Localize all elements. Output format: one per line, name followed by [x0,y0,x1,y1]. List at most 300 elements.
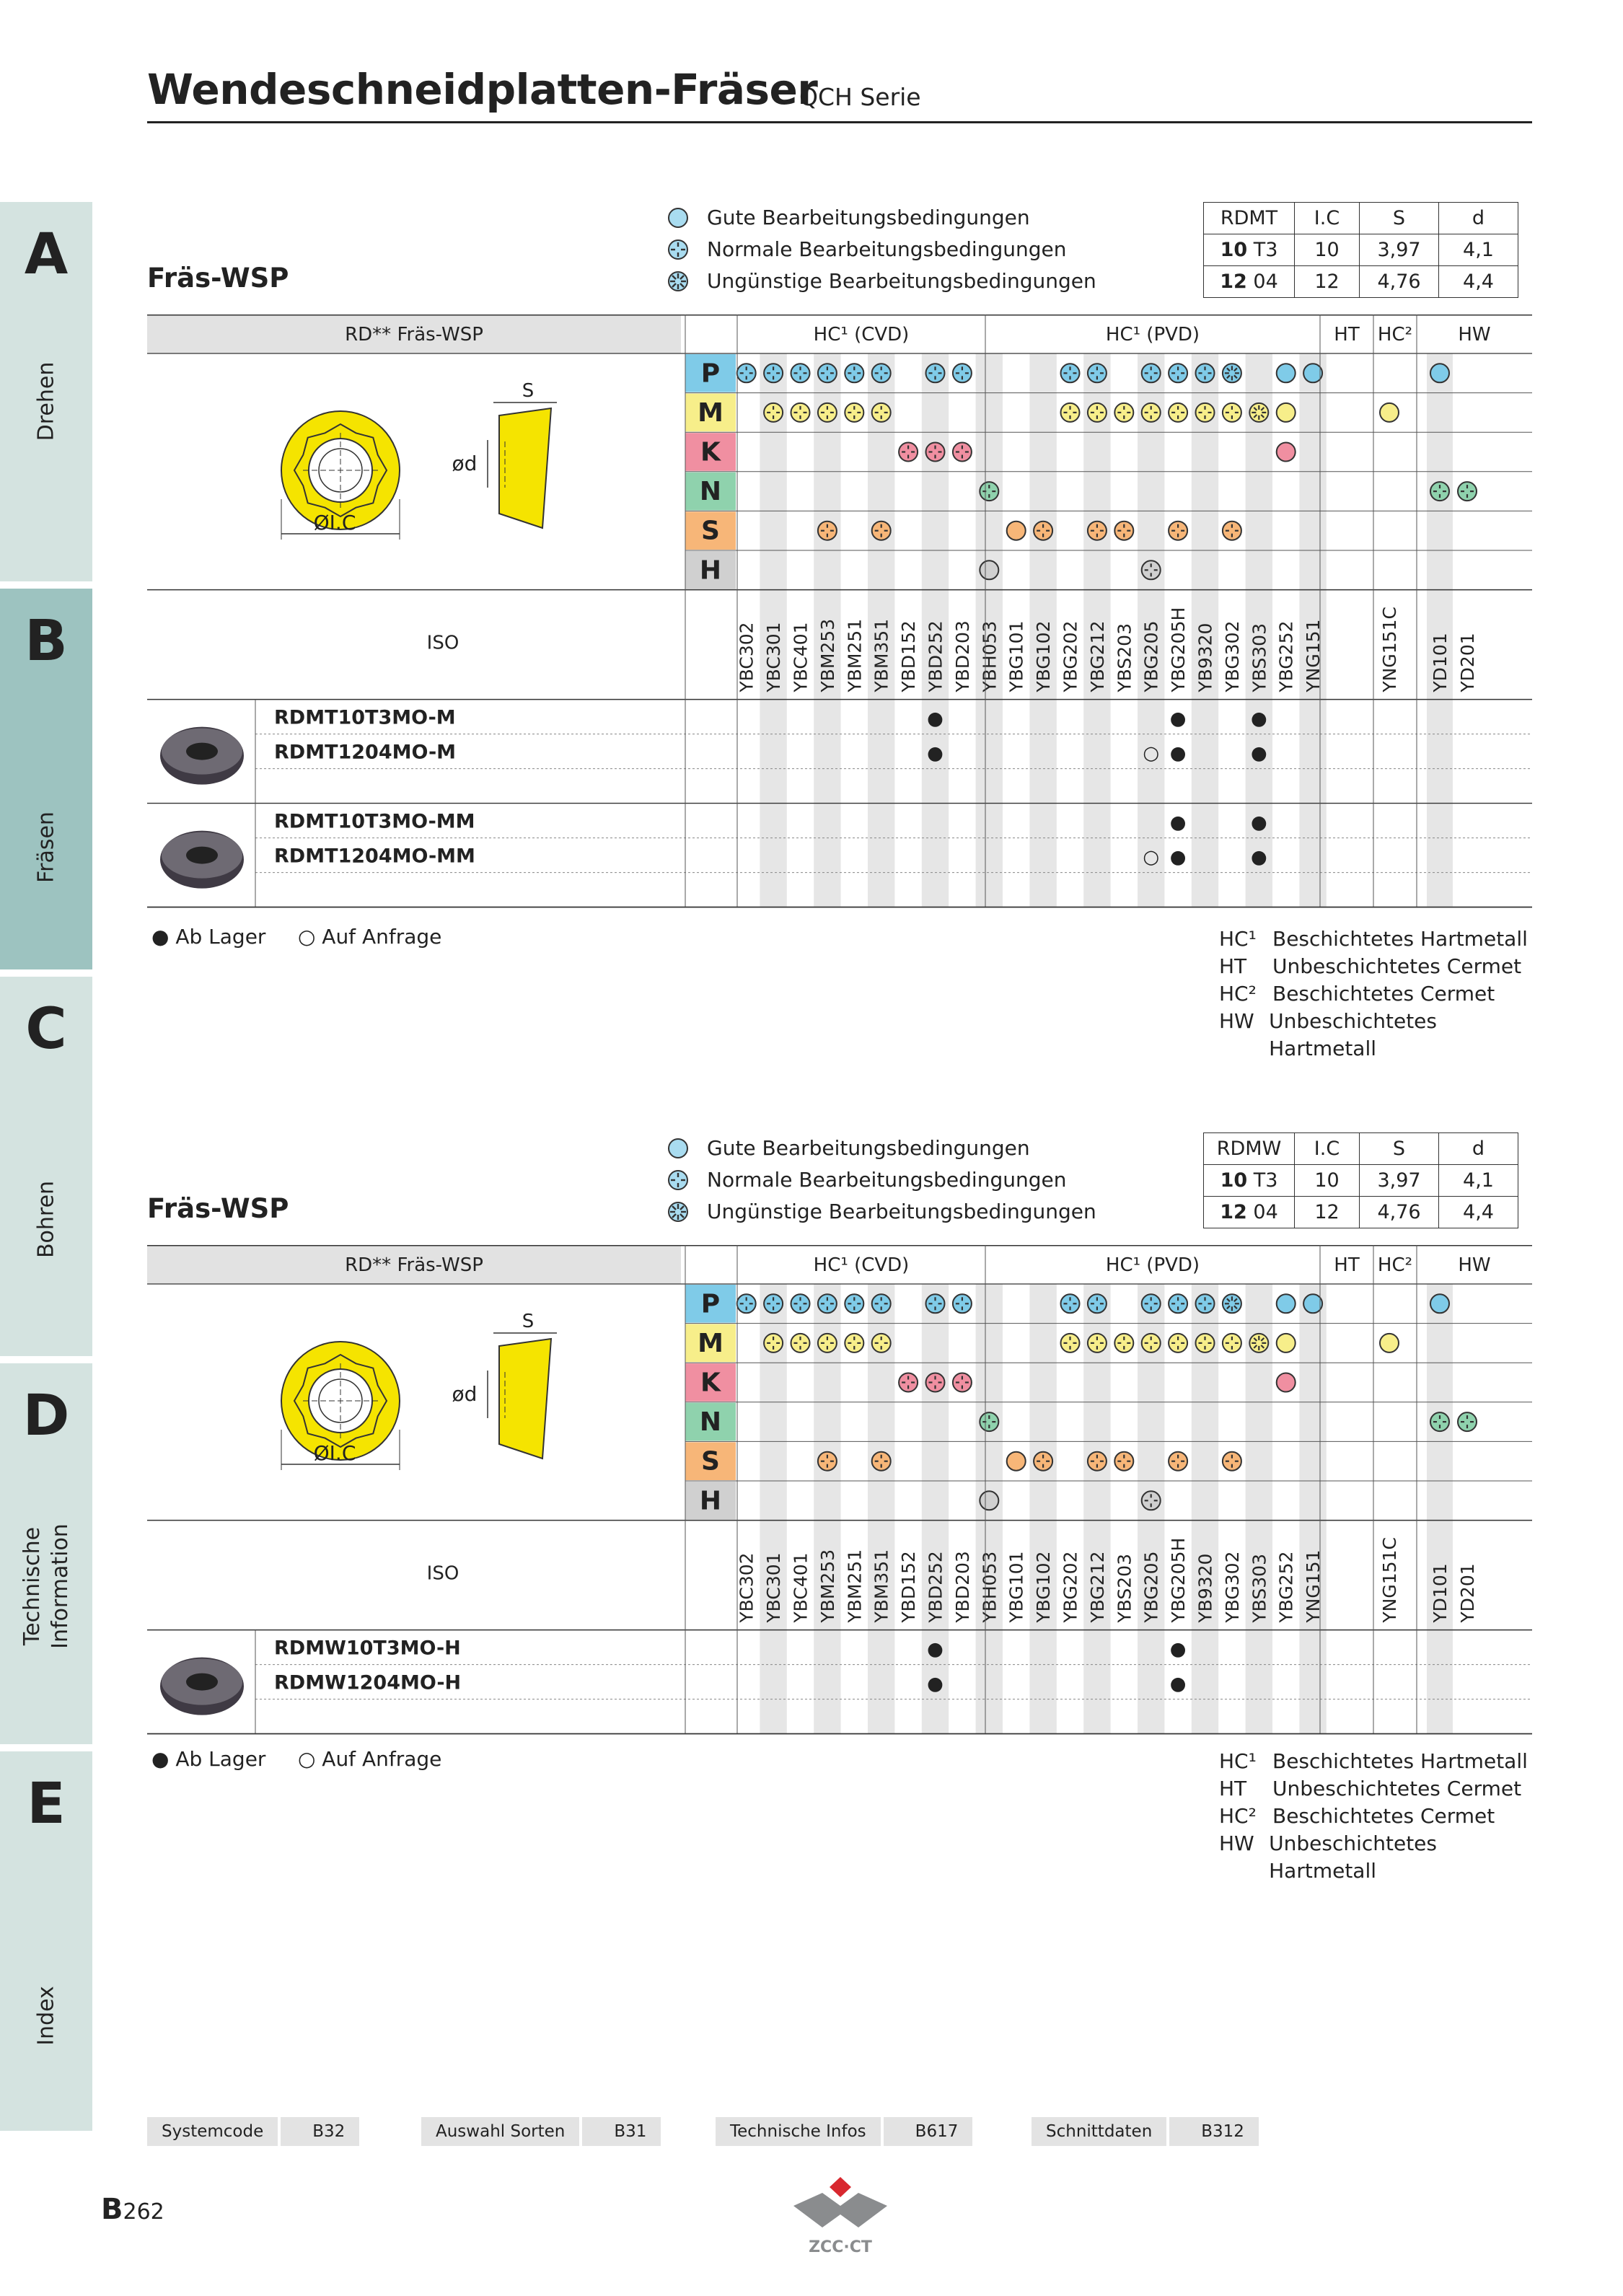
tab-letter: A [24,222,69,287]
icon-circle [1277,364,1296,382]
legend-unfavorable: Ungünstige Bearbeitungsbedingungen [707,269,1096,293]
icon-circle [1088,364,1107,382]
icon-circle [818,403,837,422]
grade-label-ybc302: YBC302 [736,622,757,692]
icon-circle [818,1294,837,1313]
abbreviation-legend [1219,1748,1532,1885]
icon-circle [1169,403,1187,422]
normal-condition-icon [1088,403,1107,422]
dim-d: 4,4 [1439,266,1518,298]
legend-normal: Normale Bearbeitungsbedingungen [707,1168,1067,1192]
abbr: HC¹ [1219,1749,1257,1773]
icon-circle [926,443,945,462]
icon-circle [872,1452,891,1471]
icon-circle [1277,1373,1296,1392]
group-header: HC² [1377,1254,1413,1276]
good-condition-icon [1303,364,1322,382]
product-code: RDMW10T3MO-H [274,1637,461,1660]
icon-circle [1380,1334,1399,1352]
icon-circle [926,364,945,382]
icon-circle [1196,403,1215,422]
dim-s: 4,76 [1360,1197,1439,1228]
good-condition-icon [980,560,998,579]
normal-condition-icon [1196,1294,1215,1313]
icon-circle [872,522,891,540]
grade-label-ybg252: YBG252 [1275,1551,1297,1623]
grade-label-ybm351: YBM351 [871,1549,892,1623]
good-condition-icon [1277,1294,1296,1313]
normal-condition-icon [791,1294,810,1313]
good-condition-icon [1277,364,1296,382]
column-stripe [1299,1284,1326,1734]
grade-label-ybc401: YBC401 [790,1552,812,1623]
normal-condition-icon [1088,1452,1107,1471]
icon-circle [764,1334,783,1352]
dim-s: 3,97 [1360,234,1439,266]
zcc-ct-logo [779,2171,902,2258]
unfavorable-condition-icon [667,1200,690,1223]
icon-circle [791,403,810,422]
icon-circle [1277,1294,1296,1313]
icon-circle [1430,482,1449,501]
normal-condition-icon [872,1334,891,1352]
icon-circle [818,1334,837,1352]
normal-condition-icon [791,364,810,382]
normal-condition-icon [1061,1294,1080,1313]
material-letter: S [701,1446,720,1477]
icon-circle [872,403,891,422]
insert-photo [160,1658,244,1715]
ic-label: ØI.C [313,1441,356,1465]
icon-circle [818,1452,837,1471]
icon-circle [1277,403,1296,422]
tab-label: Fräsen [33,811,59,883]
legend-in-stock: ● Ab Lager [151,1747,266,1771]
section-rdmw [147,1132,1532,1883]
good-condition-icon [980,1491,998,1510]
availability-mark: ● [1169,1638,1187,1661]
icon-circle [872,1294,891,1313]
tab-technische-information[interactable] [0,1363,92,1744]
abbr-text: Beschichtetes Hartmetall [1272,1749,1528,1773]
normal-condition-icon [1223,1452,1241,1471]
insert-type-label: RD** Fräs-WSP [345,1254,483,1276]
icon-circle [1142,1491,1161,1510]
icon-circle [1114,1334,1133,1352]
insert-side-view [499,1339,551,1459]
good-condition-icon [1380,1334,1399,1352]
unfavorable-condition-icon [1223,1294,1241,1313]
grade-label-ybs203: YBS203 [1114,623,1135,692]
grade-label-ybg101: YBG101 [1006,1551,1027,1623]
dim-s: 4,76 [1360,266,1439,298]
insert-side-view [499,408,551,528]
dim-d: 4,4 [1439,1197,1518,1228]
normal-condition-icon [980,1412,998,1431]
nav-label: Auswahl Sorten [421,2117,579,2146]
good-condition-icon [1007,1452,1026,1471]
tab-label: Bohren [33,1180,59,1259]
normal-condition-icon [926,1373,945,1392]
grade-label-ybg212: YBG212 [1086,1551,1108,1623]
grade-label-ybd203: YBD203 [951,1551,973,1623]
material-letter: H [699,555,722,586]
abbr: HC² [1219,1804,1257,1828]
icon-circle [1223,1334,1241,1352]
column-stripe [1427,1284,1453,1734]
normal-condition-icon [791,403,810,422]
normal-condition-icon [1169,1452,1187,1471]
insert-photo [160,831,244,889]
normal-condition-icon [1114,1334,1133,1352]
icon-circle [1114,522,1133,540]
icon-circle [1061,403,1080,422]
nav-page: B312 [1169,2117,1259,2146]
grade-label-ybg205: YBG205 [1140,620,1162,692]
normal-condition-icon [1196,403,1215,422]
icon-circle [980,1412,998,1431]
column-stripe [1427,353,1453,907]
grade-label-yng151c: YNG151C [1379,607,1400,692]
availability-mark: ● [1169,811,1187,834]
icon-circle [1088,1294,1107,1313]
abbr: HT [1219,1777,1247,1800]
icon-circle [1007,1452,1026,1471]
normal-condition-icon [1430,1412,1449,1431]
grade-label-ybs303: YBS303 [1249,623,1270,692]
normal-condition-icon [1114,1452,1133,1471]
normal-condition-icon [926,443,945,462]
normal-condition-icon [1458,1412,1477,1431]
icon-circle [845,1334,863,1352]
nav-page: B617 [884,2117,973,2146]
grade-label-ybg205h: YBG205H [1168,1537,1189,1623]
normal-condition-icon [953,364,972,382]
product-code: RDMT10T3MO-MM [274,810,475,833]
tab-label: Drehen [33,361,59,441]
abbr: HW [1219,1009,1254,1033]
grade-label-yd101: YD101 [1430,1563,1451,1623]
group-header: HC¹ (PVD) [1105,1254,1200,1276]
icon-circle [1430,1412,1449,1431]
dim-ic: 10 [1295,234,1360,266]
legend-in-stock: ● Ab Lager [151,925,266,949]
grade-label-yb9320: YB9320 [1195,1553,1216,1623]
s-label: S [522,1311,535,1332]
icon-circle [1061,364,1080,382]
grade-label-ybc401: YBC401 [790,622,812,692]
dim-d: 4,1 [1439,1165,1518,1197]
icon-circle [926,1294,945,1313]
abbr: HT [1219,954,1247,978]
abbr-text: Beschichtetes Hartmetall [1272,927,1528,951]
icon-circle [1223,403,1241,422]
section-rdmt [147,202,1532,1060]
icon-circle [1034,1452,1052,1471]
product-code: RDMT1204MO-MM [274,845,475,868]
icon-circle [764,1294,783,1313]
normal-condition-icon [791,1334,810,1352]
normal-condition-icon [926,364,945,382]
normal-condition-icon [1142,1491,1161,1510]
material-letter: N [699,477,722,507]
section-heading: Fräs-WSP [147,1193,289,1224]
icon-circle [953,443,972,462]
icon-circle [953,1294,972,1313]
icon-circle [1169,364,1187,382]
page-number: B262 [101,2193,164,2226]
grade-label-ybc301: YBC301 [763,622,785,692]
normal-condition-icon [1061,403,1080,422]
icon-circle [1169,1452,1187,1471]
grade-label-ybs303: YBS303 [1249,1554,1270,1623]
nav-systemcode[interactable] [147,2117,359,2146]
tab-label: Technische Information [19,1523,73,1649]
product-code: RDMT1204MO-M [274,741,457,764]
product-code: RDMT10T3MO-M [274,706,456,729]
grade-label-ybc302: YBC302 [736,1552,757,1623]
icon-circle [872,1334,891,1352]
normal-condition-icon [818,364,837,382]
dimension-table [1203,1132,1518,1228]
legend-good: Gute Bearbeitungsbedingungen [707,206,1030,229]
group-header: HC¹ (PVD) [1105,324,1200,346]
normal-condition-icon [818,403,837,422]
icon-circle [1303,1294,1322,1313]
icon-circle [1196,364,1215,382]
group-header: HC² [1377,324,1413,346]
dim-header: RDMT [1204,203,1295,234]
dim-header: S [1360,1133,1439,1165]
grade-label-ybm251: YBM251 [844,618,866,692]
material-letter: S [701,516,720,546]
section-heading: Fräs-WSP [147,263,289,294]
column-stripe [1029,1284,1056,1734]
normal-condition-icon [1088,1294,1107,1313]
normal-condition-icon [872,364,891,382]
group-header: HT [1334,324,1360,346]
good-condition-icon [1277,1373,1296,1392]
availability-mark: ○ [1143,846,1160,868]
good-condition-icon [667,1137,690,1160]
icon-circle [953,364,972,382]
nav-technische-infos[interactable] [716,2117,972,2146]
abbr-text: Unbeschichtetes Cermet [1272,1777,1522,1800]
normal-condition-icon [818,1334,837,1352]
icon-circle [1458,1412,1477,1431]
normal-condition-icon [1196,1334,1215,1352]
icon-circle [1196,1294,1215,1313]
unfavorable-condition-icon [1223,364,1241,382]
unfavorable-condition-icon [667,270,690,293]
icon-circle [818,364,837,382]
d-label: ød [452,1382,478,1406]
normal-condition-icon [1223,522,1241,540]
iso-label: ISO [426,1562,459,1585]
icon-circle [980,560,998,579]
icon-circle [1458,482,1477,501]
icon-circle [1223,522,1241,540]
icon-circle [1007,522,1026,540]
availability-mark: ● [1250,846,1267,868]
page-title: Wendeschneidplatten-Fräser [147,65,818,114]
normal-condition-icon [1169,1294,1187,1313]
abbr: HC¹ [1219,927,1257,951]
grade-label-ybg205: YBG205 [1140,1551,1162,1623]
grade-label-ybm253: YBM253 [817,618,838,692]
abbreviation-legend [1219,925,1532,1063]
ic-label: ØI.C [313,511,356,535]
icon-circle [1114,1452,1133,1471]
normal-condition-icon [899,1373,918,1392]
grade-label-ybg302: YBG302 [1221,1551,1243,1623]
grade-label-ybd252: YBD252 [925,620,946,692]
insert-type-label: RD** Fräs-WSP [345,324,483,346]
dim-header: d [1439,203,1518,234]
icon-circle [1061,1334,1080,1352]
normal-condition-icon [737,1294,756,1313]
availability-mark: ● [927,1638,944,1661]
icon-circle [1034,522,1052,540]
normal-condition-icon [953,1373,972,1392]
insert-drawing [281,1311,557,1470]
grade-label-ybm351: YBM351 [871,618,892,692]
nav-label: Schnittdaten [1032,2117,1166,2146]
dim-code: 12 04 [1204,1197,1295,1228]
icon-circle [1430,1294,1449,1313]
title-rule [147,121,1532,123]
icon-circle [1196,1334,1215,1352]
normal-condition-icon [1114,522,1133,540]
icon-circle [1142,364,1161,382]
iso-label: ISO [426,632,459,654]
material-letter: P [700,359,721,389]
tab-letter: C [25,997,67,1062]
availability-mark: ○ [1143,742,1160,765]
normal-condition-icon [1034,522,1052,540]
nav-label: Technische Infos [716,2117,881,2146]
normal-condition-icon [953,1294,972,1313]
condition-legend [667,1132,1096,1228]
dim-d: 4,1 [1439,234,1518,266]
legend-on-request: ○ Auf Anfrage [297,1747,442,1771]
dim-code: 12 04 [1204,266,1295,298]
dim-code: 10 T3 [1204,1165,1295,1197]
availability-mark: ● [1250,811,1267,834]
condition-legend [667,202,1096,297]
availability-mark: ● [1250,708,1267,730]
tab-bohren[interactable] [0,977,92,1356]
normal-condition-icon [1430,482,1449,501]
icon-circle [1169,522,1187,540]
dim-header: I.C [1295,1133,1360,1165]
icon-circle [845,403,863,422]
availability-mark: ● [1169,708,1187,730]
normal-condition-icon [1169,1334,1187,1352]
normal-condition-icon [872,522,891,540]
material-letter: H [699,1486,722,1516]
grade-label-yd101: YD101 [1430,633,1451,692]
normal-condition-icon [1169,403,1187,422]
icon-circle [1142,1294,1161,1313]
good-condition-icon [667,206,690,229]
tab-fraesen[interactable] [0,589,92,969]
icon-circle [1142,403,1161,422]
grade-label-ybs203: YBS203 [1114,1554,1135,1623]
normal-condition-icon [1034,1452,1052,1471]
abbr: HW [1219,1831,1254,1855]
icon-circle [926,1373,945,1392]
group-header: HT [1334,1254,1360,1276]
tab-label: Index [33,1986,59,2046]
nav-schnittdaten[interactable] [1032,2117,1259,2146]
normal-condition-icon [845,1334,863,1352]
icon-circle [791,1334,810,1352]
availability-legend [151,925,441,949]
unfavorable-condition-icon [1249,403,1268,422]
material-letter: K [700,437,721,467]
dim-ic: 12 [1295,1197,1360,1228]
normal-condition-icon [953,443,972,462]
nav-page: B32 [281,2117,359,2146]
grade-label-ybg212: YBG212 [1086,620,1108,692]
normal-condition-icon [1169,522,1187,540]
icon-circle [1223,1452,1241,1471]
normal-condition-icon [1088,522,1107,540]
grade-selection-table [147,315,1532,1007]
grade-label-ybh053: YBH053 [979,620,1000,692]
dim-header: d [1439,1133,1518,1165]
icon-circle [1088,1334,1107,1352]
grade-label-yd201: YD201 [1457,1563,1478,1623]
tab-letter: E [27,1772,66,1837]
icon-circle [1277,443,1296,462]
icon-circle [737,1294,756,1313]
grade-label-ybg252: YBG252 [1275,620,1297,692]
group-header: HW [1458,1254,1491,1276]
legend-good: Gute Bearbeitungsbedingungen [707,1136,1030,1160]
abbr-text: Unbeschichtetes Hartmetall [1269,1831,1437,1883]
unfavorable-condition-icon [1249,1334,1268,1352]
grade-label-ybm253: YBM253 [817,1549,838,1623]
dim-s: 3,97 [1360,1165,1439,1197]
icon-circle [1114,403,1133,422]
good-condition-icon [1007,522,1026,540]
icon-circle [899,1373,918,1392]
icon-circle [1142,1334,1161,1352]
normal-condition-icon [1088,364,1107,382]
material-letter: M [698,397,723,428]
group-header: HC¹ (CVD) [813,1254,910,1276]
good-condition-icon [1380,403,1399,422]
material-letter: N [699,1407,722,1438]
icon-circle [737,364,756,382]
icon-circle [980,1491,998,1510]
photo-hole [186,847,218,864]
tab-drehen[interactable] [0,202,92,581]
normal-condition-icon [845,403,863,422]
good-condition-icon [1303,1294,1322,1313]
icon-circle [872,364,891,382]
icon-circle [1088,1452,1107,1471]
icon-circle [1061,1294,1080,1313]
normal-condition-icon [872,403,891,422]
nav-auswahl-sorten[interactable] [421,2117,661,2146]
dimension-table [1203,202,1518,298]
tab-index[interactable] [0,1751,92,2131]
normal-condition-icon [1458,482,1477,501]
icon-circle [764,364,783,382]
